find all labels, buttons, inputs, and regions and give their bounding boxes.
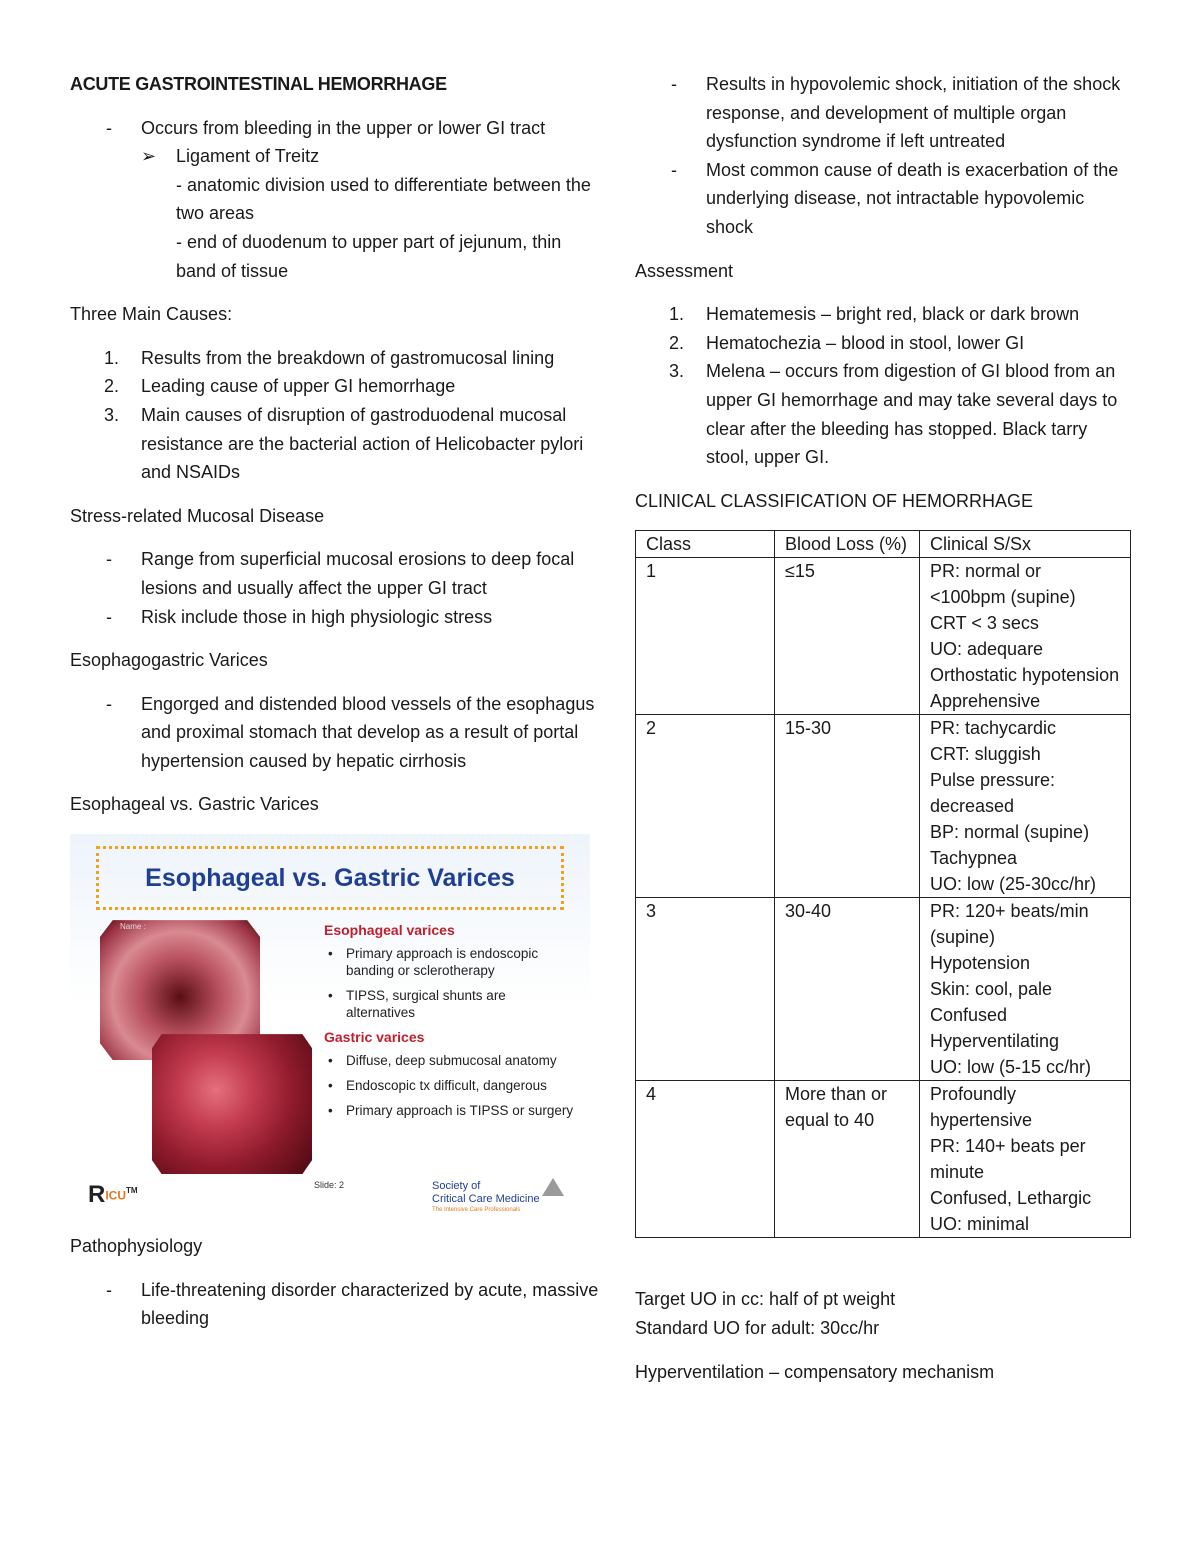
- slide-bullets: [324, 922, 574, 1119]
- list-item: - Life-threatening disorder characterized by acute, massive bleeding: [70, 1276, 600, 1333]
- table-header-cell: Class: [636, 531, 775, 558]
- table-cell: More than or equal to 40: [775, 1081, 920, 1238]
- table-cell: Profoundly hypertensive PR: 140+ beats per minute Confused, Lethargic UO: minimal: [920, 1081, 1131, 1238]
- list-item: - Results in hypovolemic shock, initiation of the shock response, and development of multiple organ dysfunction syndrome if left untreated: [635, 70, 1135, 156]
- classification-heading: CLINICAL CLASSIFICATION OF HEMORRHAGE: [635, 490, 1034, 511]
- slide-title: Esophageal vs. Gastric Varices: [145, 864, 515, 893]
- patho-list: [70, 1276, 600, 1333]
- varices-heading: Esophagogastric Varices: [70, 650, 268, 671]
- intro-list: [70, 114, 600, 286]
- causes-heading: Three Main Causes:: [70, 304, 233, 325]
- causes-list: [70, 344, 600, 487]
- table-cell: PR: tachycardic CRT: sluggish Pulse pressure: decreased BP: normal (supine) Tachypnea UO: low (25-30cc/hr): [920, 715, 1131, 898]
- slide-bullet: • TIPSS, surgical shunts are alternatives: [324, 987, 574, 1021]
- list-item: 2. Hematochezia – blood in stool, lower GI: [669, 332, 1025, 353]
- list-item: - Most common cause of death is exacerbation of the underlying disease, not intractable hypovolemic shock: [635, 156, 1135, 242]
- list-item: 1. Hematemesis – bright red, black or dark brown: [669, 304, 1080, 325]
- varices-slide-image: [70, 834, 590, 1218]
- table-row: [636, 558, 1131, 715]
- table-row: [636, 898, 1131, 1081]
- table-header-cell: Blood Loss (%): [775, 531, 920, 558]
- table-row: [636, 1081, 1131, 1238]
- slide-bullet: • Primary approach is endoscopic banding or sclerotherapy: [324, 945, 574, 979]
- page-title: ACUTE GASTROINTESTINAL HEMORRHAGE: [70, 74, 447, 94]
- left-column: [70, 70, 600, 1348]
- table-cell: 2: [636, 715, 775, 898]
- table-cell: 1: [636, 558, 775, 715]
- table-header-cell: Clinical S/Sx: [920, 531, 1131, 558]
- esophageal-heading: Esophageal varices: [324, 922, 455, 939]
- arrow-bullet-icon: ➢: [141, 146, 157, 167]
- sccm-triangle-icon: [542, 1178, 564, 1196]
- treitz-line: - end of duodenum to upper part of jejunum, thin band of tissue: [176, 231, 562, 281]
- note-line: Standard UO for adult: 30cc/hr: [635, 1317, 880, 1338]
- patho-heading: Pathophysiology: [70, 1236, 203, 1257]
- assessment-list: [635, 300, 1135, 472]
- table-row: [636, 715, 1131, 898]
- slide-title-box: [96, 846, 564, 910]
- stress-heading: Stress-related Mucosal Disease: [70, 505, 325, 526]
- list-item: 2. Leading cause of upper GI hemorrhage: [104, 376, 456, 397]
- list-item: 3. Main causes of disruption of gastroduodenal mucosal resistance are the bacterial action of Helicobacter pylori and NSAIDs: [104, 404, 584, 483]
- slide-number: Slide: 2: [314, 1180, 345, 1191]
- ricu-logo: RICU™: [88, 1181, 138, 1209]
- table-cell: 3: [636, 898, 775, 1081]
- gastric-varices-photo: [152, 1034, 312, 1174]
- table-header-row: [636, 531, 1131, 558]
- note-line: Target UO in cc: half of pt weight: [635, 1289, 896, 1310]
- classification-table: [635, 530, 1131, 1238]
- table-cell: 4: [636, 1081, 775, 1238]
- list-item: - Occurs from bleeding in the upper or lower GI tract: [70, 114, 600, 143]
- sccm-logo: Society of Critical Care Medicine The Intensive Care Professionals: [432, 1180, 540, 1214]
- stress-list: [70, 545, 600, 631]
- right-column: [635, 70, 1135, 1386]
- slide-bullet: • Primary approach is TIPSS or surgery: [324, 1102, 574, 1119]
- list-item: - Engorged and distended blood vessels of the esophagus and proximal stomach that develop as a result of portal hypertension caused by hepatic cirrhosis: [70, 690, 600, 776]
- treitz-line: - anatomic division used to differentiate between the two areas: [176, 174, 591, 224]
- list-item: - Range from superficial mucosal erosions to deep focal lesions and usually affect the upper GI tract: [70, 545, 600, 602]
- list-item: 3. Melena – occurs from digestion of GI blood from an upper GI hemorrhage and may take several days to clear after the bleeding has stopped. Black tarry stool, upper GI.: [669, 361, 1118, 468]
- table-cell: ≤15: [775, 558, 920, 715]
- table-cell: 30-40: [775, 898, 920, 1081]
- table-cell: PR: normal or <100bpm (supine) CRT < 3 secs UO: adequare Orthostatic hypotension Apprehensive: [920, 558, 1131, 715]
- table-cell: PR: 120+ beats/min (supine) Hypotension Skin: cool, pale Confused Hyperventilating UO: low (5-15 cc/hr): [920, 898, 1131, 1081]
- list-item: - Risk include those in high physiologic stress: [70, 603, 600, 632]
- note-line: Hyperventilation – compensatory mechanism: [635, 1361, 995, 1382]
- varices-list: [70, 690, 600, 776]
- treitz-block: [70, 142, 600, 285]
- photo-label: Name :: [120, 922, 146, 932]
- patho-continued-list: [635, 70, 1135, 242]
- table-cell: 15-30: [775, 715, 920, 898]
- treitz-label: Ligament of Treitz: [176, 146, 320, 167]
- slide-bullet: • Endoscopic tx difficult, dangerous: [324, 1077, 574, 1094]
- gastric-heading: Gastric varices: [324, 1029, 425, 1046]
- list-item: 1. Results from the breakdown of gastromucosal lining: [104, 347, 555, 368]
- compare-heading: Esophageal vs. Gastric Varices: [70, 794, 319, 815]
- assessment-heading: Assessment: [635, 260, 734, 281]
- slide-bullet: • Diffuse, deep submucosal anatomy: [324, 1052, 574, 1069]
